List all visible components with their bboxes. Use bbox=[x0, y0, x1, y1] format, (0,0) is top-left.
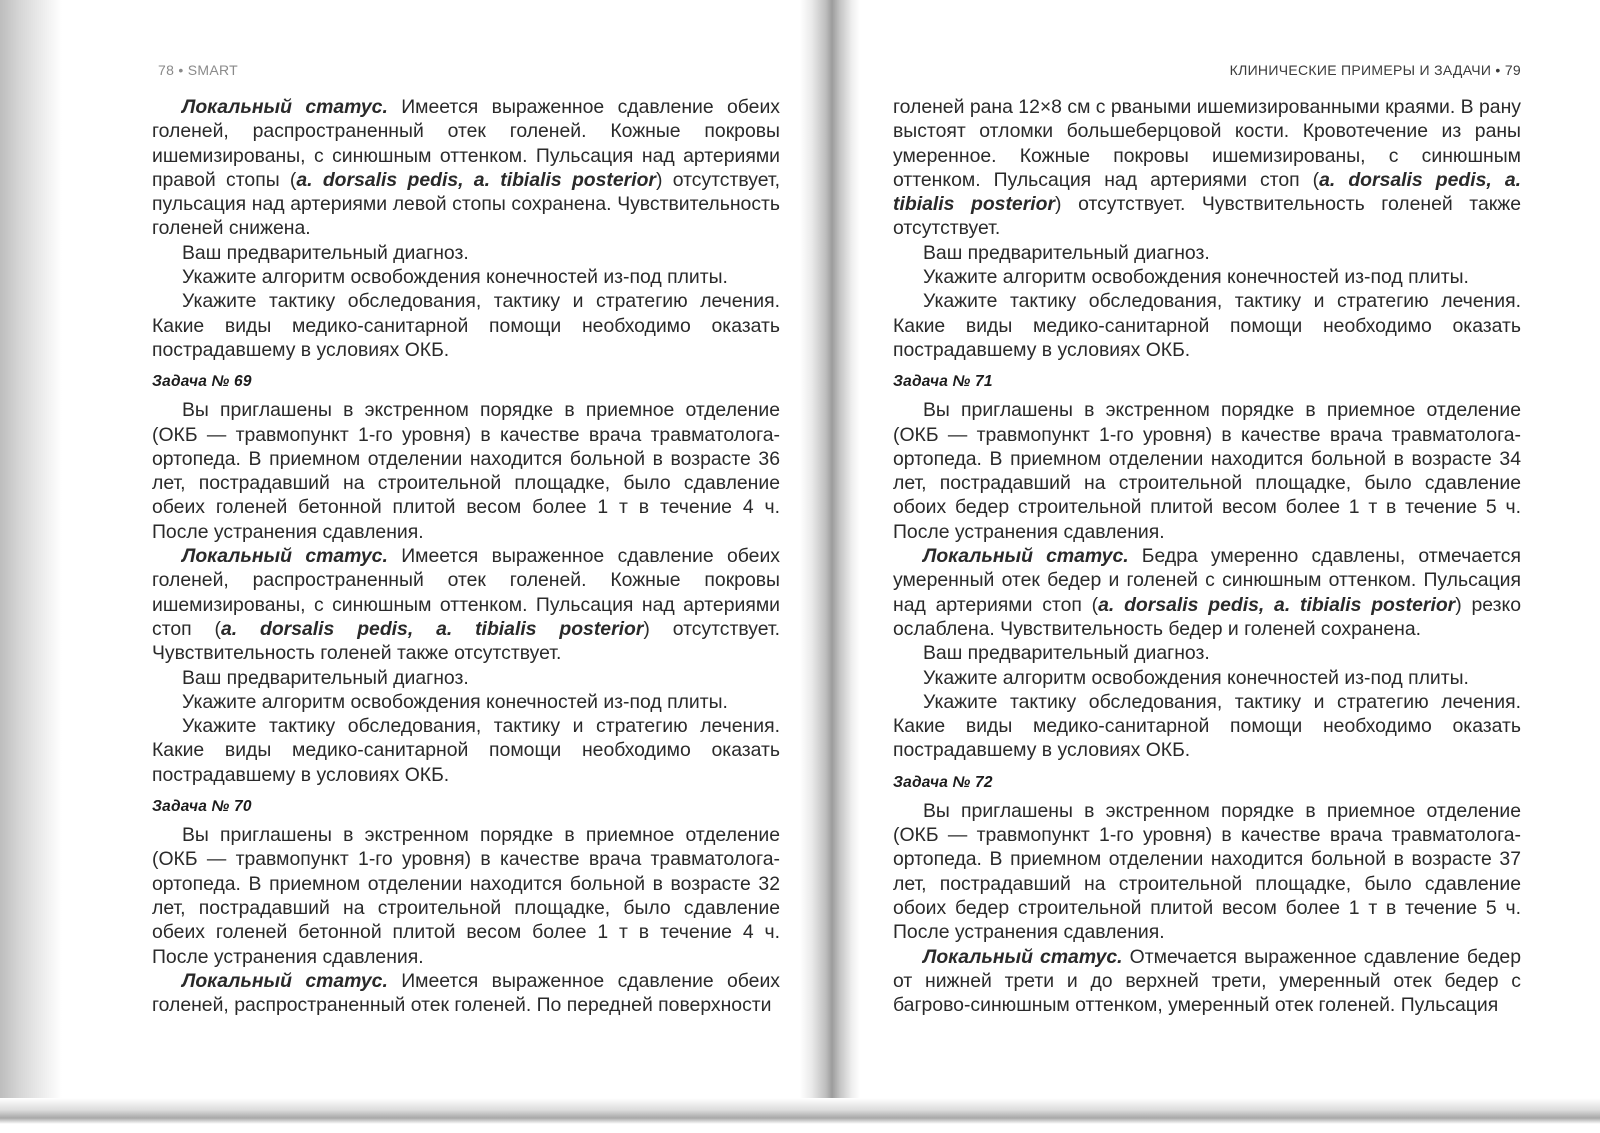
question-diagnosis: Ваш предварительный диагноз. bbox=[923, 241, 1210, 264]
status-label: Локальный статус. bbox=[923, 545, 1129, 568]
status-label: Локальный статус. bbox=[182, 545, 388, 568]
question-diagnosis: Ваш предварительный диагноз. bbox=[182, 241, 469, 264]
question-tactics: Укажите тактику обследования, тактику и стратегию лечения. Какие виды медико-санитарной помощи необходимо оказать пострадавшему в условиях ОКБ. bbox=[893, 690, 1521, 762]
status-text: Имеется выраженное сдавление обеих голеней, распространенный отек голеней. По передней поверхности bbox=[152, 969, 780, 1017]
status-text: ) отсутствует. Чувствительность голеней также отсутствует. bbox=[152, 617, 780, 665]
task-intro-71: Вы приглашены в экстренном порядке в приемное отделение (ОКБ — травмопункт 1-го уровня) в качестве врача травматолога-ортопеда. В приемном отделении находится больной в возрасте 34 лет, пострадавший на строительной площадке, было сдавление обоих бедер строительной плитой весом более 1 т в течение 5 ч. После устранения сдавления. bbox=[893, 399, 1521, 543]
task-heading-70: Задача № 70 bbox=[152, 798, 252, 816]
status-label: Локальный статус. bbox=[182, 96, 388, 118]
question-tactics: Укажите тактику обследования, тактику и стратегию лечения. Какие виды медико-санитарной помощи необходимо оказать пострадавшему в условиях ОКБ. bbox=[152, 290, 780, 361]
task-intro-70: Вы приглашены в экстренном порядке в приемное отделение (ОКБ — травмопункт 1-го уровня) в качестве врача травматолога-ортопеда. В приемном отделении находится больной в возрасте 32 лет, пострадавший на строительной площадке, было сдавление обеих голеней бетонной плитой весом более 1 т в течение 4 ч. После устранения сдавления. bbox=[152, 824, 780, 968]
local-status-paragraph bbox=[893, 544, 1521, 641]
right-page bbox=[893, 0, 1521, 1100]
bottom-edge-shadow bbox=[0, 1098, 1600, 1133]
question-algorithm: Укажите алгоритм освобождения конечностей из-под плиты. bbox=[923, 666, 1469, 689]
question-algorithm: Укажите алгоритм освобождения конечностей из-под плиты. bbox=[923, 266, 1469, 289]
local-status-paragraph bbox=[152, 544, 780, 665]
question-diagnosis: Ваш предварительный диагноз. bbox=[923, 642, 1210, 665]
continued-paragraph bbox=[893, 95, 1521, 241]
task-heading-69: Задача № 69 bbox=[152, 373, 252, 391]
right-running-head: КЛИНИЧЕСКИЕ ПРИМЕРЫ И ЗАДАЧИ • 79 bbox=[1229, 62, 1521, 78]
status-text: Бедра умеренно сдавлены, отмечается умеренный отек бедер и голеней с синюшным оттенком. Пульсация над артериями стоп ( bbox=[893, 545, 1521, 616]
left-edge-shadow bbox=[0, 0, 62, 1133]
task-intro-72: Вы приглашены в экстренном порядке в приемное отделение (ОКБ — травмопункт 1-го уровня) в качестве врача травматолога-ортопеда. В приемном отделении находится больной в возрасте 37 лет, пострадавший на строительной площадке, было сдавление обоих бедер строительной плитой весом более 1 т в течение 5 ч. После устранения сдавления. bbox=[893, 799, 1521, 944]
left-page-content bbox=[152, 95, 780, 1017]
question-tactics: Укажите тактику обследования, тактику и стратегию лечения. Какие виды медико-санитарной помощи необходимо оказать пострадавшему в условиях ОКБ. bbox=[893, 290, 1521, 361]
latin-arteries: a. dorsalis pedis, a. tibialis posterior bbox=[220, 617, 644, 640]
status-text: голеней рана 12×8 см с рваными ишемизированными краями. В рану выстоят отломки большеберцовой кости. Кровотечение из раны умеренное. Кожные покровы ишемизированы, с синюшным оттенком. Пульсация над артериями стоп ( bbox=[893, 96, 1521, 191]
task-heading-71: Задача № 71 bbox=[893, 373, 993, 391]
status-label: Локальный статус. bbox=[182, 969, 388, 992]
status-text: ) отсутствует. Чувствительность голеней также отсутствует. bbox=[893, 193, 1521, 240]
local-status-paragraph bbox=[152, 969, 780, 1018]
right-page-content bbox=[893, 95, 1521, 1017]
status-text: ) резко ослаблена. Чувствительность бедер и голеней сохранена. bbox=[893, 593, 1521, 640]
status-text: Имеется выраженное сдавление обеих голеней, распространенный отек голеней. Кожные покровы ишемизированы, с синюшным оттенком. Пульсация над артериями правой стопы ( bbox=[152, 96, 780, 191]
status-text: Отмечается выраженное сдавление бедер от нижней трети и до верхней трети, умеренный отек бедер с багрово-синюшным оттенком, умеренный отек голеней. Пульсация bbox=[893, 945, 1521, 1017]
left-page bbox=[152, 0, 780, 1100]
task-heading-72: Задача № 72 bbox=[893, 773, 993, 791]
question-algorithm: Укажите алгоритм освобождения конечностей из-под плиты. bbox=[182, 690, 728, 713]
latin-arteries: a. dorsalis pedis, a. tibialis posterior bbox=[296, 168, 656, 191]
left-running-head: 78 • SMART bbox=[158, 62, 238, 78]
latin-arteries: a. dorsalis pedis, a. tibialis posterior bbox=[1098, 593, 1456, 616]
task-intro-69: Вы приглашены в экстренном порядке в приемное отделение (ОКБ — травмопункт 1-го уровня) в качестве врача травматолога-ортопеда. В приемном отделении находится больной в возрасте 36 лет, пострадавший на строительной площадке, было сдавление обеих голеней бетонной плитой весом более 1 т в течение 4 ч. После устранения сдавления. bbox=[152, 399, 780, 543]
local-status-paragraph bbox=[893, 945, 1521, 1018]
question-algorithm: Укажите алгоритм освобождения конечностей из-под плиты. bbox=[182, 266, 728, 289]
latin-arteries: a. dorsalis pedis, a. tibialis posterior bbox=[893, 168, 1521, 216]
status-text: Имеется выраженное сдавление обеих голеней, распространенный отек голеней. Кожные покровы ишемизированы, с синюшным оттенком. Пульсация над артериями стоп ( bbox=[152, 545, 780, 640]
question-diagnosis: Ваш предварительный диагноз. bbox=[182, 666, 469, 689]
local-status-paragraph bbox=[152, 95, 780, 241]
status-text: ) отсутствует, пульсация над артериями левой стопы сохранена. Чувствительность голеней снижена. bbox=[152, 168, 780, 240]
question-tactics: Укажите тактику обследования, тактику и стратегию лечения. Какие виды медико-санитарной помощи необходимо оказать пострадавшему в условиях ОКБ. bbox=[152, 715, 780, 786]
book-spine bbox=[800, 0, 860, 1133]
status-label: Локальный статус. bbox=[923, 945, 1123, 968]
